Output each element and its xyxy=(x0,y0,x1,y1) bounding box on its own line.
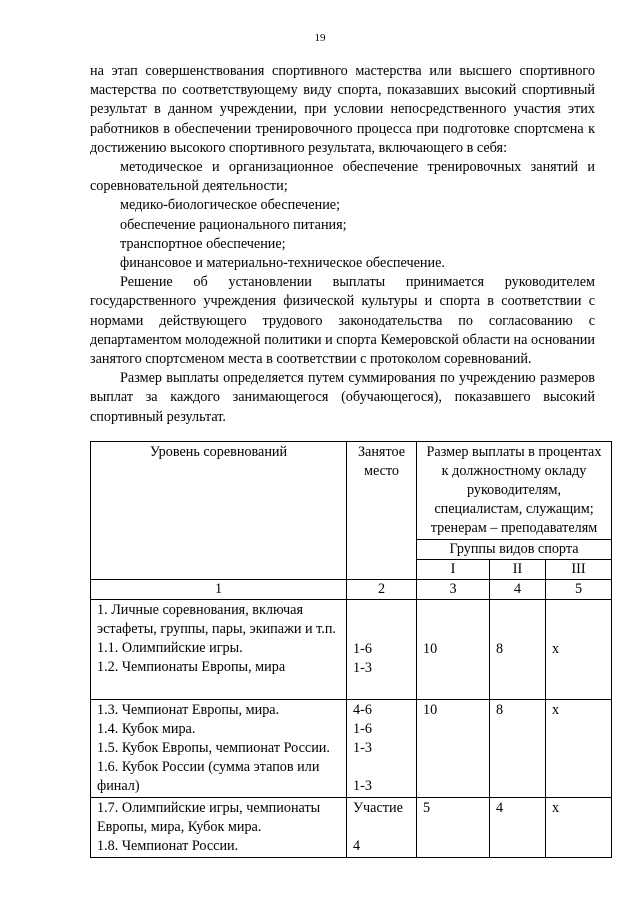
place-cell xyxy=(347,700,417,798)
column-number: 4 xyxy=(490,580,546,600)
level-line: 1.3. Чемпионат Европы, мира. xyxy=(97,702,280,718)
group-3-cell: х xyxy=(546,600,612,700)
group-1-cell: 10 xyxy=(417,600,490,700)
table-row xyxy=(91,600,612,700)
paragraph-medical: медико-биологическое обеспечение; xyxy=(120,197,341,214)
place-line: 1-6 xyxy=(353,641,372,657)
payment-table xyxy=(90,441,612,858)
level-line: 1.8. Чемпионат России. xyxy=(97,838,239,854)
level-line: 1.4. Кубок мира. xyxy=(97,721,196,737)
table-row xyxy=(91,700,612,798)
group-2-cell: 4 xyxy=(490,798,546,858)
level-line: 1.1. Олимпийские игры. xyxy=(97,640,243,656)
group-3-cell: х xyxy=(546,798,612,858)
level-line: 1.7. Олимпийские игры, чемпионаты Европы, мира, Кубок мира. xyxy=(97,800,321,835)
header-groups: Группы видов спорта xyxy=(417,540,612,560)
place-line: 1-3 xyxy=(353,740,372,756)
level-line: 1.6. Кубок России (сумма этапов или финал) xyxy=(97,759,320,794)
group-1-cell: 5 xyxy=(417,798,490,858)
level-cell xyxy=(91,798,347,858)
table-column-numbers-row xyxy=(91,580,612,600)
group-1-cell: 10 xyxy=(417,700,490,798)
group-2-cell: 8 xyxy=(490,700,546,798)
paragraph-payment-size: Размер выплаты определяется путем суммирования по учреждению размеров выплат за каждого занимающегося (обучающегося), показавшего высокий спортивный результат. xyxy=(90,370,595,425)
table-row xyxy=(91,798,612,858)
column-number: 5 xyxy=(546,580,612,600)
header-level: Уровень соревнований xyxy=(91,442,347,580)
paragraph-financial: финансовое и материально-техническое обеспечение. xyxy=(120,255,445,272)
place-line: 4 xyxy=(353,838,361,854)
body-text xyxy=(90,62,595,427)
column-number: 3 xyxy=(417,580,490,600)
group-2-cell: 8 xyxy=(490,600,546,700)
paragraph-decision: Решение об установлении выплаты принимается руководителем государственного учреждения физической культуры и спорта в соответствии с нормами действующего трудового законодательства по согласованию с департаментом молодежной политики и спорта Кемеровской области на основании занятого спортсменом места в соответствии с протоколом соревнований. xyxy=(90,274,595,368)
level-line: 1.5. Кубок Европы, чемпионат России. xyxy=(97,740,330,756)
group-3-cell: х xyxy=(546,700,612,798)
header-group-2: II xyxy=(490,560,546,580)
header-payment: Размер выплаты в процентах к должностному окладу руководителям, специалистам, служащим; тренерам – преподавателям xyxy=(417,442,612,540)
level-cell xyxy=(91,600,347,700)
place-line: 4-6 xyxy=(353,702,372,718)
table-header-row xyxy=(91,442,612,540)
place-cell xyxy=(347,600,417,700)
header-place: Занятое место xyxy=(347,442,417,580)
place-cell xyxy=(347,798,417,858)
header-group-3: III xyxy=(546,560,612,580)
paragraph-transport: транспортное обеспечение; xyxy=(120,235,286,252)
paragraph-nutrition: обеспечение рационального питания; xyxy=(120,216,347,233)
place-line: 1-3 xyxy=(353,660,372,676)
paragraph-continuation: на этап совершенствования спортивного мастерства или высшего спортивного мастерства по соответствующему виду спорта, показавших высокий спортивный результат в данном учреждении, при условии непосредственного участия этих работников в обеспечении тренировочного процесса при подготовке спортсмена к достижению высокого спортивного результата, включающего в себя: xyxy=(90,63,595,156)
place-line: 1-6 xyxy=(353,721,372,737)
level-line: 1.2. Чемпионаты Европы, мира xyxy=(97,659,286,675)
page-number: 19 xyxy=(314,32,326,44)
place-line: 1-3 xyxy=(353,778,372,794)
paragraph-methodical: методическое и организационное обеспечение тренировочных занятий и соревновательной деятельности; xyxy=(90,159,595,195)
column-number: 2 xyxy=(347,580,417,600)
place-line: Участие xyxy=(353,800,403,816)
header-group-1: I xyxy=(417,560,490,580)
level-line: 1. Личные соревнования, включая эстафеты, группы, пары, экипажи и т.п. xyxy=(97,602,336,637)
column-number: 1 xyxy=(91,580,347,600)
level-cell xyxy=(91,700,347,798)
